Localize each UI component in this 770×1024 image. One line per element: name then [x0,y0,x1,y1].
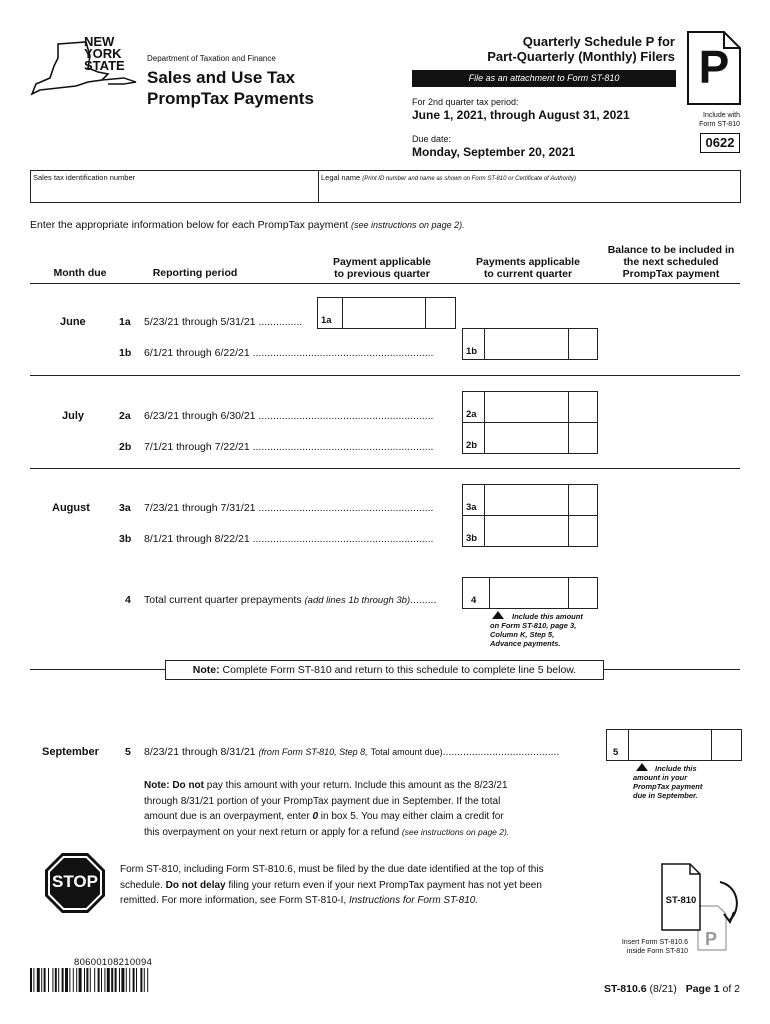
box-1a-divider-right [425,298,426,328]
note-banner-bold: Note: [192,664,220,676]
box-3a-divider-left [484,485,485,515]
barcode-icon [30,968,202,992]
stop-text2a: schedule. [120,879,163,891]
box-4-divider-left [489,578,490,608]
note-banner-line-right [602,669,740,670]
barcode-bar [101,968,102,992]
col-current-quarter: Payments applicable to current quarter [476,256,580,280]
box-3a[interactable] [462,484,598,516]
box-3b-divider-right [568,516,569,546]
barcode-bar [129,968,130,992]
box-2a-label: 2a [466,409,477,420]
line-4-dots: ......... [410,594,437,606]
department-name: Department of Taxation and Finance [147,54,276,63]
line-2b-text: 7/1/21 through 7/22/21 .............................................................. [144,441,434,453]
form-code: 0622 [700,133,740,153]
barcode-bar [136,968,137,992]
box-2a-divider-right [568,392,569,422]
month-july: July [62,410,85,422]
box-2a[interactable] [462,391,598,423]
legal-name-note: (Print ID number and name as shown on Form ST-810 or Certificate of Authority) [362,176,576,182]
due-date-value: Monday, September 20, 2021 [412,145,576,159]
barcode-bar [119,968,120,992]
barcode-bar [86,968,88,992]
barcode-bar [126,968,127,992]
schedule-title-line1: Quarterly Schedule P for [522,34,675,49]
line-5-note: (from Form ST-810, Step 8, [258,747,368,757]
month-august: August [52,502,90,514]
line-1b-number: 1b [119,347,132,359]
stop-do-not-delay: Do not delay [165,879,226,891]
box-1b-label: 1b [466,346,478,357]
box-1b-divider-left [484,329,485,359]
form-title-line2: PrompTax Payments [147,89,314,108]
line-3b-text: 8/1/21 through 8/22/21 .............................................................. [144,533,434,545]
period-label: For 2nd quarter tax period: [412,97,519,107]
insert-doc-st810-label: ST-810 [665,895,697,906]
barcode-bar [111,968,113,992]
barcode-bar [30,968,32,992]
barcode-bar [73,968,74,992]
due-date-label: Due date: [412,134,452,144]
box-2b[interactable] [462,422,598,454]
barcode-bar [37,968,40,992]
schedule-title-line2: Part-Quarterly (Monthly) Filers [487,49,675,64]
barcode-bar [58,968,59,992]
stop-line3 [120,893,610,909]
barcode-bar [94,968,95,992]
note-banner [165,660,604,680]
line-4-text [144,594,436,606]
note5-text3b: in box 5. You may either claim a credit for [320,811,504,822]
footer-form-number: ST-810.6 [603,983,647,995]
box-1b[interactable] [462,328,598,360]
barcode-bar [52,968,53,992]
barcode-bar [76,968,77,992]
note5-text1: pay this amount with your return. Include this amount as the 8/23/21 [206,780,508,791]
barcode-bar [144,968,145,992]
col-previous-quarter: Payment applicable to previous quarter [332,256,432,280]
state-logo-text: NEW YORK STATE [84,34,125,73]
box-3b-divider-left [484,516,485,546]
line-2a-number: 2a [119,410,131,422]
note5-zero: 0 [312,811,318,822]
box-5-divider-right [711,730,712,760]
note5-text4: this overpayment on your next return or apply for a refund [144,826,400,838]
instructions-text [30,219,465,231]
line-5-note2: Total amount due) [370,747,443,757]
barcode-bar [98,968,100,992]
line-5-text [144,746,604,758]
line-3b-number: 3b [119,533,132,545]
barcode-bar [41,968,42,992]
july-divider [30,468,740,469]
line-5-note-paragraph [144,778,604,840]
insert-instruction-text: Insert Form ST-810.6 inside Form ST-810 [621,939,688,955]
stop-paragraph [120,862,610,909]
footer-revision: (8/21) [649,983,677,995]
line-1a-text: 5/23/21 through 5/31/21 ............... [144,316,303,328]
stop-line1: Form ST-810, including Form ST-810.6, must be filed by the due date identified at the top of this [120,864,544,875]
legal-name-label-text: Legal name [321,173,361,182]
barcode-bar [133,968,135,992]
line-5-number: 5 [125,746,131,758]
footer-page-label: Page [685,983,711,995]
barcode-bar [44,968,46,992]
barcode-bar [84,968,85,992]
note5-line4 [144,825,604,841]
line-2b-number: 2b [119,441,132,453]
line-1a-number: 1a [119,316,131,328]
footer-form-info [560,983,740,995]
barcode-bar [90,968,91,992]
stop-sign-text: STOP [52,872,98,891]
note-banner-line-left [30,669,166,670]
barcode-bar [147,968,148,992]
col-month-due: Month due [53,267,107,279]
box-2b-label: 2b [466,440,478,451]
line-1b-text: 6/1/21 through 6/22/21 .............................................................. [144,347,434,359]
include-with-note: Include with Form ST-810 [699,112,740,128]
line-3a-text: 7/23/21 through 7/31/21 ............................................................ [144,502,434,514]
include-amount-note-5: Include this amount in your PrompTax payment due in September. [633,764,703,800]
barcode-bar [33,968,34,992]
attachment-banner: File as an attachment to Form ST-810 [412,70,676,87]
box-5-divider-left [628,730,629,760]
box-5-label: 5 [613,747,619,758]
june-divider [30,375,740,376]
header-divider [30,283,740,284]
month-june: June [60,316,86,328]
box-2a-divider-left [484,392,485,422]
insert-doc-p-label: P [704,929,717,949]
note-banner-text: Complete Form ST-810 and return to this schedule to complete line 5 below. [222,664,577,676]
instructions-note: (see instructions on page 2). [351,220,465,230]
box-5[interactable] [606,729,742,761]
period-value: June 1, 2021, through August 31, 2021 [412,108,630,122]
line-4-number: 4 [125,594,131,606]
col-balance: Balance to be included in the next scheduled PrompTax payment [607,244,735,280]
form-letter: P [698,41,730,93]
stop-text3a: remitted. For more information, see Form ST-810-I, [120,895,347,906]
barcode-bar [107,968,110,992]
line-4-label: Total current quarter prepayments [144,594,302,606]
line-5-label: 8/23/21 through 8/31/21 [144,746,256,758]
sales-tax-id-label: Sales tax identification number [33,173,136,182]
box-2b-divider-left [484,423,485,453]
barcode-bar [115,968,117,992]
line-5-dots: ........................................ [442,746,560,758]
note5-bold: Note: Do not [144,780,204,791]
note5-text3a: amount due is an overpayment, enter [144,811,310,822]
include-amount-note-4: Include this amount on Form ST-810, page 3, Column K, Step 5, Advance payments. [490,612,583,648]
stop-instructions: Instructions for Form ST-810. [348,895,479,906]
line-2a-text: 6/23/21 through 6/30/21 ............................................................ [144,410,434,422]
note5-text4-italic: (see instructions on page 2). [401,826,510,837]
barcode-bar [48,968,49,992]
barcode-bar [55,968,57,992]
box-2b-divider-right [568,423,569,453]
box-1a-label: 1a [321,315,332,326]
note5-line3 [144,809,604,825]
line-3a-number: 3a [119,502,131,514]
barcode-number: 80600108210094 [74,957,153,968]
box-1a[interactable] [317,297,456,329]
month-september: September [42,746,99,758]
note5-line1 [144,778,604,794]
form-title-line1: Sales and Use Tax [147,68,296,87]
barcode-bar [79,968,82,992]
box-3a-divider-right [568,485,569,515]
barcode-bar [104,968,105,992]
box-3a-label: 3a [466,502,477,513]
barcode-bar [62,968,64,992]
legal-name-field[interactable] [318,170,741,203]
barcode-bar [69,968,70,992]
box-4-label: 4 [471,595,477,606]
box-4-divider-right [568,578,569,608]
line-4-note: (add lines 1b through 3b) [304,595,411,606]
box-3b[interactable] [462,515,598,547]
box-1b-divider-right [568,329,569,359]
col-reporting-period: Reporting period [152,267,238,279]
stop-text2c: filing your return even if your next PrompTax payment has not yet been [228,879,542,891]
barcode-bar [140,968,142,992]
footer-page-number: 1 [713,983,720,995]
barcode-bar [65,968,68,992]
box-1a-divider-left [342,298,343,328]
legal-name-label [321,173,576,182]
footer-page-total: of 2 [722,983,740,995]
stop-line2 [120,878,610,894]
note5-line2: through 8/31/21 portion of your PrompTax payment due in September. If the total [144,795,501,807]
instructions-main: Enter the appropriate information below for each PrompTax payment [30,219,349,231]
barcode-bar [121,968,124,992]
sales-tax-id-field[interactable] [30,170,319,203]
box-4[interactable] [462,577,598,609]
box-3b-label: 3b [466,533,478,544]
